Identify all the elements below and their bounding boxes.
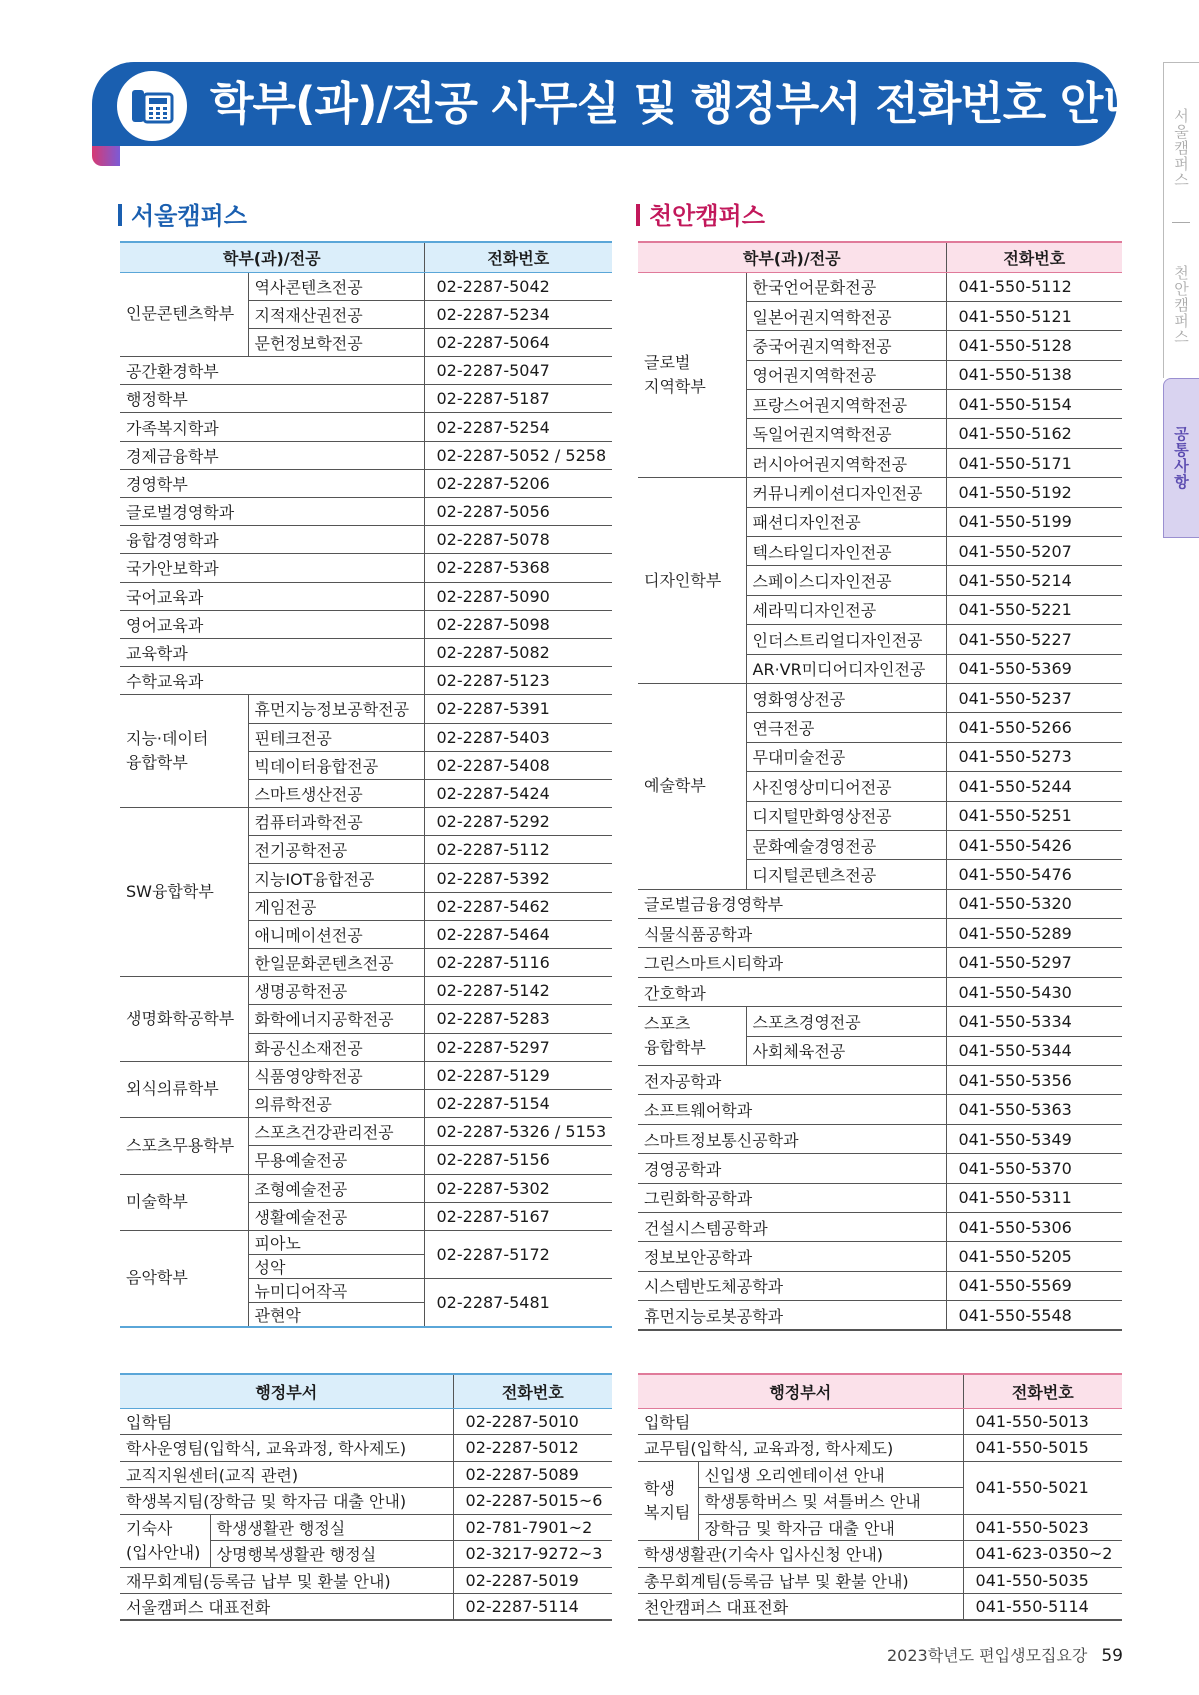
dept-cell: 국어교육과: [120, 582, 424, 610]
major-cell: 조형예술전공: [248, 1174, 424, 1202]
phone-cell: 02-2287-5283: [424, 1005, 612, 1033]
phone-cell: 041-550-5023: [963, 1514, 1122, 1541]
phone-cell: 02-2287-5326 / 5153: [424, 1118, 612, 1146]
major-cell: 휴먼지능정보공학전공: [248, 695, 424, 723]
banner-accent: [92, 146, 120, 166]
dept-cell: 수학교육과: [120, 667, 424, 695]
phone-cell: 041-550-5237: [946, 683, 1122, 712]
phone-cell: 041-550-5289: [946, 919, 1122, 948]
major-cell: 뉴미디어작곡: [248, 1278, 424, 1302]
phone-cell: 041-550-5021: [963, 1461, 1122, 1514]
phone-cell: 041-550-5548: [946, 1301, 1122, 1330]
dept-cell: 식물식품공학과: [638, 919, 946, 948]
major-cell: 중국어권지역학전공: [746, 331, 946, 360]
sub-dept-cell: 학생통학버스 및 셔틀버스 안내: [698, 1488, 963, 1515]
major-cell: 문화예술경영전공: [746, 830, 946, 859]
phone-cell: 041-550-5430: [946, 977, 1122, 1006]
major-cell: 독일어권지역학전공: [746, 419, 946, 448]
phone-cell: 02-2287-5142: [424, 977, 612, 1005]
sub-dept-cell: 장학금 및 학자금 대출 안내: [698, 1514, 963, 1541]
phone-cell: 02-2287-5019: [453, 1567, 612, 1594]
dept-cell: 그린화학공학과: [638, 1183, 946, 1212]
phone-cell: 041-550-5162: [946, 419, 1122, 448]
major-cell: 패션디자인전공: [746, 507, 946, 536]
phone-cell: 041-550-5569: [946, 1271, 1122, 1300]
table-row: [120, 1118, 612, 1146]
dept-cell: 그린스마트시티학과: [638, 948, 946, 977]
major-cell: 식품영양학전공: [248, 1061, 424, 1089]
cheonan-heading: 천안캠퍼스: [636, 196, 765, 231]
major-cell: 전기공학전공: [248, 836, 424, 864]
table-row: [120, 808, 612, 836]
phone-cell: 02-2287-5302: [424, 1174, 612, 1202]
dept-cell: 교육학과: [120, 638, 424, 666]
table-row: [638, 1435, 1122, 1462]
major-cell: 성악: [248, 1254, 424, 1278]
phone-cell: 02-2287-5392: [424, 864, 612, 892]
table-row: [120, 1230, 612, 1254]
phone-cell: 02-2287-5462: [424, 892, 612, 920]
column-header: 전화번호: [963, 1374, 1122, 1408]
phone-cell: 02-2287-5042: [424, 272, 612, 300]
major-cell: 화학에너지공학전공: [248, 1005, 424, 1033]
table-row: [120, 1488, 612, 1515]
phone-cell: 041-550-5171: [946, 448, 1122, 477]
dept-cell: 융합경영학과: [120, 526, 424, 554]
dept-cell: 간호학과: [638, 977, 946, 1006]
major-cell: 컴퓨터과학전공: [248, 808, 424, 836]
dept-cell: 정보보안공학과: [638, 1242, 946, 1271]
table-row: [638, 1301, 1122, 1330]
dept-cell: 입학팀: [638, 1408, 963, 1435]
table-row: [638, 1567, 1122, 1594]
major-cell: 세라믹디자인전공: [746, 595, 946, 624]
phone-cell: 02-2287-5464: [424, 920, 612, 948]
group-cell: 외식의류학부: [120, 1061, 248, 1117]
sub-dept-cell: 상명행복생활관 행정실: [210, 1541, 453, 1568]
major-cell: 사진영상미디어전공: [746, 772, 946, 801]
major-cell: 의류학전공: [248, 1089, 424, 1117]
dept-cell: 건설시스템공학과: [638, 1213, 946, 1242]
major-cell: 빅데이터융합전공: [248, 751, 424, 779]
phone-cell: 02-2287-5154: [424, 1089, 612, 1117]
major-cell: 영어권지역학전공: [746, 360, 946, 389]
phone-cell: 041-550-5035: [963, 1567, 1122, 1594]
table-row: [638, 478, 1122, 507]
phone-cell: 02-2287-5368: [424, 554, 612, 582]
dept-cell: 전자공학과: [638, 1066, 946, 1095]
phone-cell: 041-550-5369: [946, 654, 1122, 683]
dept-cell: 교무팀(입학식, 교육과정, 학사제도): [638, 1435, 963, 1462]
phone-cell: 02-2287-5082: [424, 638, 612, 666]
tab-divider: [1172, 222, 1190, 223]
table-row: [120, 385, 612, 413]
phone-cell: 02-2287-5403: [424, 723, 612, 751]
phone-cell: 041-550-5214: [946, 566, 1122, 595]
table-row: [120, 977, 612, 1005]
phone-cell: 041-550-5306: [946, 1213, 1122, 1242]
phone-cell: 02-2287-5297: [424, 1033, 612, 1061]
dept-cell: 경제금융학부: [120, 441, 424, 469]
page-number: 59: [1101, 1646, 1123, 1666]
dept-cell: 글로벌경영학과: [120, 498, 424, 526]
dept-cell: 휴먼지능로봇공학과: [638, 1301, 946, 1330]
phone-cell: 02-2287-5129: [424, 1061, 612, 1089]
sub-dept-cell: 신입생 오리엔테이션 안내: [698, 1461, 963, 1488]
table-row: [120, 441, 612, 469]
table-row: [120, 1461, 612, 1488]
phone-cell: 02-2287-5424: [424, 779, 612, 807]
phone-cell: 02-2287-5052 / 5258: [424, 441, 612, 469]
phone-cell: 02-2287-5078: [424, 526, 612, 554]
page-title: 학부(과)/전공 사무실 및 행정부서 전화번호 안내: [210, 77, 1145, 130]
dept-cell: 서울캠퍼스 대표전화: [120, 1594, 453, 1621]
major-cell: 지적재산권전공: [248, 300, 424, 328]
table-row: [120, 1174, 612, 1202]
phone-cell: 02-2287-5172: [424, 1230, 612, 1278]
table-header-row: [638, 242, 1122, 272]
seoul-heading: 서울캠퍼스: [118, 196, 247, 231]
phone-cell: 041-550-5015: [963, 1435, 1122, 1462]
table-row: [120, 1408, 612, 1435]
table-row: [120, 413, 612, 441]
phone-cell: 02-3217-9272~3: [453, 1541, 612, 1568]
major-cell: 피아노: [248, 1230, 424, 1254]
phone-cell: 02-2287-5481: [424, 1278, 612, 1327]
major-cell: 생명공학전공: [248, 977, 424, 1005]
phone-cell: 041-550-5121: [946, 301, 1122, 330]
table-row: [638, 1124, 1122, 1153]
cheonan-dept-table: [638, 241, 1122, 1331]
phone-cell: 041-550-5112: [946, 272, 1122, 301]
major-cell: 스페이스디자인전공: [746, 566, 946, 595]
phone-cell: 02-2287-5391: [424, 695, 612, 723]
cheonan-admin-table: [638, 1373, 1122, 1621]
table-row: [120, 469, 612, 497]
phone-cell: 02-2287-5254: [424, 413, 612, 441]
phone-cell: 041-550-5426: [946, 830, 1122, 859]
group-cell: 예술학부: [638, 683, 746, 889]
phone-cell: 041-550-5334: [946, 1007, 1122, 1036]
phone-cell: 02-2287-5089: [453, 1461, 612, 1488]
table-row: [638, 1095, 1122, 1124]
phone-cell: 041-550-5370: [946, 1154, 1122, 1183]
major-cell: 생활예술전공: [248, 1202, 424, 1230]
phone-cell: 041-550-5297: [946, 948, 1122, 977]
group-cell: 스포츠 융합학부: [638, 1007, 746, 1066]
column-header: 학부(과)/전공: [638, 242, 946, 272]
phone-cell: 02-2287-5206: [424, 469, 612, 497]
table-row: [120, 526, 612, 554]
table-row: [638, 1461, 1122, 1488]
phone-cell: 02-2287-5123: [424, 667, 612, 695]
major-cell: 러시아어권지역학전공: [746, 448, 946, 477]
table-row: [638, 1514, 1122, 1541]
phone-cell: 041-550-5476: [946, 860, 1122, 889]
table-header-row: [638, 1374, 1122, 1408]
table-row: [120, 1514, 612, 1541]
major-cell: 역사콘텐츠전공: [248, 272, 424, 300]
major-cell: 커뮤니케이션디자인전공: [746, 478, 946, 507]
phone-cell: 041-550-5266: [946, 713, 1122, 742]
major-cell: 스마트생산전공: [248, 779, 424, 807]
phone-cell: 041-550-5205: [946, 1242, 1122, 1271]
table-row: [638, 1007, 1122, 1036]
phone-cell: 041-550-5192: [946, 478, 1122, 507]
table-row: [120, 638, 612, 666]
table-header-row: [120, 1374, 612, 1408]
phone-cell: 02-2287-5116: [424, 949, 612, 977]
dept-cell: 재무회계팀(등록금 납부 및 환불 안내): [120, 1567, 453, 1594]
table-row: [638, 919, 1122, 948]
dept-cell: 소프트웨어학과: [638, 1095, 946, 1124]
phone-cell: 02-2287-5167: [424, 1202, 612, 1230]
phone-cell: 02-2287-5047: [424, 357, 612, 385]
dept-cell: 총무회계팀(등록금 납부 및 환불 안내): [638, 1567, 963, 1594]
table-row: [120, 554, 612, 582]
group-cell: 글로벌 지역학부: [638, 272, 746, 478]
group-cell: 미술학부: [120, 1174, 248, 1230]
phone-cell: 041-550-5320: [946, 889, 1122, 918]
side-tab-seoul[interactable]: [1163, 62, 1199, 232]
table-row: [120, 1594, 612, 1621]
group-cell: 기숙사 (입사안내): [120, 1514, 210, 1567]
table-row: [638, 1213, 1122, 1242]
major-cell: 문헌정보학전공: [248, 328, 424, 356]
phone-cell: 02-2287-5292: [424, 808, 612, 836]
seoul-admin-table: [120, 1373, 612, 1621]
phone-cell: 041-550-5251: [946, 801, 1122, 830]
group-cell: SW융합학부: [120, 808, 248, 977]
table-row: [638, 1154, 1122, 1183]
major-cell: 텍스타일디자인전공: [746, 537, 946, 566]
dept-cell: 경영학부: [120, 469, 424, 497]
dept-cell: 영어교육과: [120, 610, 424, 638]
phone-cell: 041-550-5356: [946, 1066, 1122, 1095]
table-row: [638, 1408, 1122, 1435]
phone-cell: 041-550-5349: [946, 1124, 1122, 1153]
column-header: 전화번호: [946, 242, 1122, 272]
telephone-icon: [117, 71, 187, 141]
major-cell: 게임전공: [248, 892, 424, 920]
phone-cell: 02-2287-5064: [424, 328, 612, 356]
column-header: 행정부서: [120, 1374, 453, 1408]
table-row: [120, 272, 612, 300]
column-header: 전화번호: [424, 242, 612, 272]
major-cell: 영화영상전공: [746, 683, 946, 712]
table-row: [638, 1271, 1122, 1300]
table-row: [638, 1541, 1122, 1568]
phone-cell: 041-550-5154: [946, 390, 1122, 419]
table-row: [638, 272, 1122, 301]
major-cell: 지능IOT융합전공: [248, 864, 424, 892]
table-row: [120, 667, 612, 695]
phone-cell: 02-2287-5098: [424, 610, 612, 638]
dept-cell: 학생생활관(기숙사 입사신청 안내): [638, 1541, 963, 1568]
table-row: [120, 695, 612, 723]
major-cell: AR·VR미디어디자인전공: [746, 654, 946, 683]
side-tab-label: 천안캠퍼스: [1172, 265, 1190, 345]
dept-cell: 공간환경학부: [120, 357, 424, 385]
group-cell: 인문콘텐츠학부: [120, 272, 248, 357]
major-cell: 화공신소재전공: [248, 1033, 424, 1061]
column-header: 전화번호: [453, 1374, 612, 1408]
table-row: [120, 1435, 612, 1462]
phone-cell: 041-550-5244: [946, 772, 1122, 801]
major-cell: 한국언어문화전공: [746, 272, 946, 301]
page-footer: [887, 1643, 1123, 1666]
major-cell: 연극전공: [746, 713, 946, 742]
sub-dept-cell: 학생생활관 행정실: [210, 1514, 453, 1541]
phone-cell: 02-2287-5090: [424, 582, 612, 610]
dept-cell: 학사운영팀(입학식, 교육과정, 학사제도): [120, 1435, 453, 1462]
phone-cell: 02-2287-5408: [424, 751, 612, 779]
major-cell: 관현악: [248, 1302, 424, 1327]
table-header-row: [120, 242, 612, 272]
table-row: [638, 1242, 1122, 1271]
table-row: [638, 977, 1122, 1006]
side-tab-label: 서울캠퍼스: [1172, 107, 1190, 188]
phone-cell: 041-550-5363: [946, 1095, 1122, 1124]
dept-cell: 경영공학과: [638, 1154, 946, 1183]
phone-cell: 02-2287-5010: [453, 1408, 612, 1435]
table-row: [120, 582, 612, 610]
dept-cell: 가족복지학과: [120, 413, 424, 441]
column-header: 학부(과)/전공: [120, 242, 424, 272]
group-cell: 음악학부: [120, 1230, 248, 1327]
table-row: [638, 948, 1122, 977]
footer-text: 2023학년도 편입생모집요강: [886, 1646, 1088, 1665]
group-cell: 스포츠무용학부: [120, 1118, 248, 1174]
dept-cell: 국가안보학과: [120, 554, 424, 582]
major-cell: 일본어권지역학전공: [746, 301, 946, 330]
dept-cell: 글로벌금융경영학부: [638, 889, 946, 918]
table-row: [120, 610, 612, 638]
phone-cell: 041-550-5221: [946, 595, 1122, 624]
major-cell: 프랑스어권지역학전공: [746, 390, 946, 419]
group-cell: 학생 복지팀: [638, 1461, 698, 1541]
phone-cell: 02-2287-5112: [424, 836, 612, 864]
dept-cell: 천안캠퍼스 대표전화: [638, 1594, 963, 1621]
phone-cell: 041-550-5128: [946, 331, 1122, 360]
phone-cell: 041-623-0350~2: [963, 1541, 1122, 1568]
dept-cell: 교직지원센터(교직 관련): [120, 1461, 453, 1488]
major-cell: 인더스트리얼디자인전공: [746, 625, 946, 654]
major-cell: 스포츠건강관리전공: [248, 1118, 424, 1146]
table-row: [638, 889, 1122, 918]
dept-cell: 학생복지팀(장학금 및 학자금 대출 안내): [120, 1488, 453, 1515]
phone-cell: 02-2287-5234: [424, 300, 612, 328]
table-row: [638, 1594, 1122, 1621]
side-tab-common[interactable]: [1163, 378, 1199, 538]
phone-cell: 02-2287-5056: [424, 498, 612, 526]
major-cell: 한일문화콘텐츠전공: [248, 949, 424, 977]
major-cell: 스포츠경영전공: [746, 1007, 946, 1036]
major-cell: 무대미술전공: [746, 742, 946, 771]
major-cell: 사회체육전공: [746, 1036, 946, 1065]
phone-cell: 041-550-5138: [946, 360, 1122, 389]
table-row: [638, 1183, 1122, 1212]
phone-cell: 041-550-5344: [946, 1036, 1122, 1065]
phone-cell: 02-2287-5114: [453, 1594, 612, 1621]
dept-cell: 입학팀: [120, 1408, 453, 1435]
table-row: [120, 1567, 612, 1594]
group-cell: 디자인학부: [638, 478, 746, 684]
phone-cell: 02-2287-5156: [424, 1146, 612, 1174]
table-row: [638, 683, 1122, 712]
table-row: [120, 357, 612, 385]
side-tab-label: 공통사항: [1172, 426, 1190, 490]
table-row: [120, 1061, 612, 1089]
group-cell: 생명화학공학부: [120, 977, 248, 1062]
group-cell: 지능·데이터 융합학부: [120, 695, 248, 808]
side-tab-cheonan[interactable]: [1163, 232, 1199, 378]
major-cell: 디지털콘텐츠전공: [746, 860, 946, 889]
dept-cell: 스마트정보통신공학과: [638, 1124, 946, 1153]
major-cell: 애니메이션전공: [248, 920, 424, 948]
phone-cell: 041-550-5207: [946, 537, 1122, 566]
major-cell: 디지털만화영상전공: [746, 801, 946, 830]
phone-cell: 02-2287-5015~6: [453, 1488, 612, 1515]
phone-cell: 041-550-5114: [963, 1594, 1122, 1621]
dept-cell: 시스템반도체공학과: [638, 1271, 946, 1300]
phone-cell: 02-781-7901~2: [453, 1514, 612, 1541]
table-row: [120, 498, 612, 526]
major-cell: 무용예술전공: [248, 1146, 424, 1174]
phone-cell: 041-550-5013: [963, 1408, 1122, 1435]
seoul-dept-table: [120, 241, 612, 1328]
phone-cell: 041-550-5227: [946, 625, 1122, 654]
phone-cell: 02-2287-5012: [453, 1435, 612, 1462]
major-cell: 핀테크전공: [248, 723, 424, 751]
phone-cell: 02-2287-5187: [424, 385, 612, 413]
phone-cell: 041-550-5273: [946, 742, 1122, 771]
phone-cell: 041-550-5311: [946, 1183, 1122, 1212]
phone-cell: 041-550-5199: [946, 507, 1122, 536]
dept-cell: 행정학부: [120, 385, 424, 413]
table-row: [638, 1066, 1122, 1095]
column-header: 행정부서: [638, 1374, 963, 1408]
